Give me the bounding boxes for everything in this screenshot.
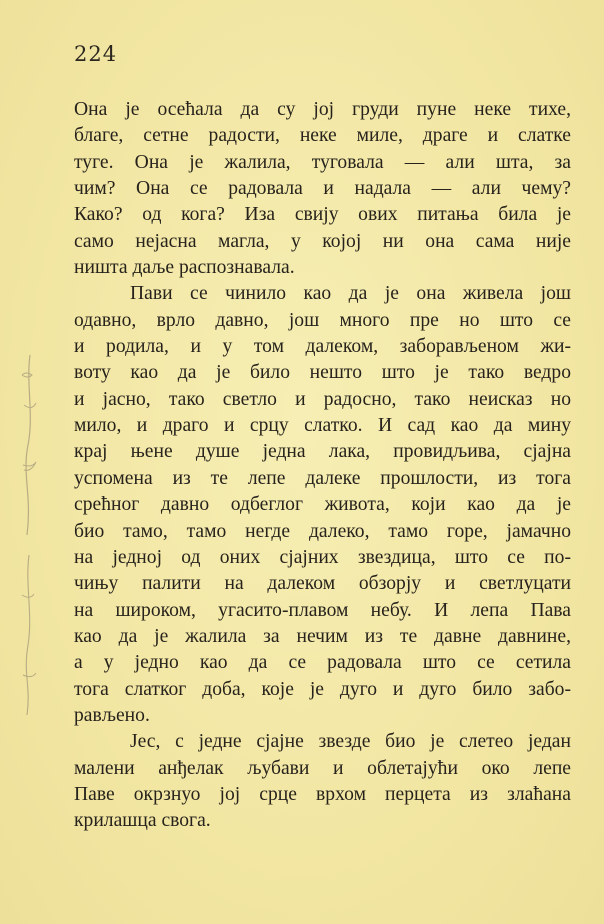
text-line: и јасно, тако светло и радосно, тако неисказ но	[74, 388, 571, 410]
text-line: Пави се чинило као да је она живела још	[130, 283, 571, 305]
text-line: крај њене душе једна лака, провидљива, сјајна	[74, 441, 571, 463]
text-line: чим? Она се радовала и надала — али чему?	[74, 178, 571, 200]
paragraph-2	[74, 281, 571, 729]
text-line: као да је жалила за нечим из те давне давнине,	[74, 625, 571, 647]
text-line: тога слатког доба, које је дуго и дуго било забо-	[74, 678, 571, 700]
text-line: срећног давно одбеглог живота, који као да је	[74, 494, 571, 516]
text-line: воту као да је било нешто што је тако ведро	[74, 362, 571, 384]
body-text	[74, 97, 571, 835]
text-line: рављено.	[74, 704, 150, 726]
text-line: Она је осећала да су јој груди пуне неке тихе,	[74, 99, 571, 120]
text-line: а у једно као да се радовала што се сетила	[74, 652, 571, 674]
text-line: и родила, и у том далеком, заборављеном жи-	[74, 336, 571, 358]
text-line: туге. Она је жалила, туговала — али шта, за	[74, 151, 571, 173]
text-line: чињу палити на далеком обзорју и светлуцати	[74, 573, 571, 595]
text-line: био тамо, тамо негде далеко, тамо горе, јамачно	[74, 520, 571, 542]
text-line: Јес, с једне сјајне звезде био је слетео један	[130, 731, 571, 753]
text-line: Како? од кога? Иза свију ових питања била је	[74, 204, 571, 226]
handwritten-margin-note	[0, 345, 60, 725]
text-line: Паве окрзнуо јој срце врхом перцета из злаћана	[74, 783, 571, 805]
text-line: на једној од оних сјајних звездица, што се по-	[74, 546, 571, 568]
text-line: малени анђелак љубави и облетајући око лепе	[74, 757, 571, 779]
text-line: крилашца свога.	[74, 810, 211, 832]
text-line: мило, и драго и срцу слатко. И сад као да мину	[74, 415, 571, 437]
paragraph-3	[74, 729, 571, 834]
text-line: на широком, угасито-плавом небу. И лепа Пава	[74, 599, 571, 621]
page-number: 224	[74, 42, 118, 66]
text-line: само нејасна магла, у којој ни она сама није	[74, 230, 571, 252]
paragraph-1	[74, 97, 571, 281]
text-line: успомена из те лепе далеке прошлости, из тога	[74, 467, 571, 489]
text-line: ништа даље распознавала.	[74, 257, 295, 279]
text-line: одавно, врло давно, још много пре но што се	[74, 309, 571, 331]
text-line: благе, сетне радости, неке миле, драге и слатке	[74, 125, 571, 147]
